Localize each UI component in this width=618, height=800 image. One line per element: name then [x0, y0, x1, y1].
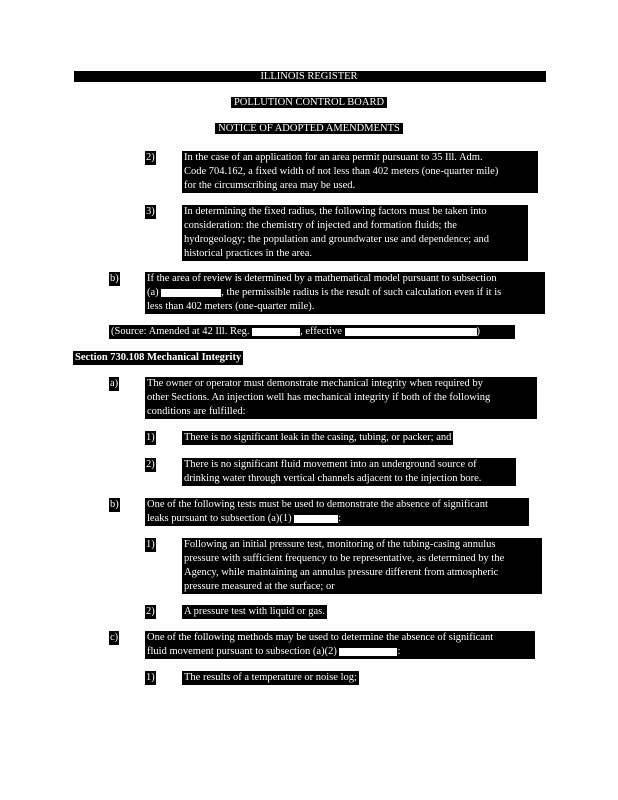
source-start: (Source: Amended at 42 Ill. Reg. — [111, 326, 250, 337]
register-title: ILLINOIS REGISTER — [0, 70, 618, 84]
item-b-number: b) — [110, 273, 119, 284]
section-a-line-2: other Sections. An injection well has mechanical integrity if both of the following — [147, 392, 491, 403]
section-b2-text — [182, 605, 327, 619]
section-b1-line-4: pressure measured at the surface; or — [184, 581, 335, 592]
item-2-line-2: Code 704.162, a fixed width of not less than 402 meters (one-quarter mile) — [184, 166, 499, 177]
item-b-text — [145, 272, 545, 314]
section-c-line-2 — [147, 645, 533, 659]
section-c-text — [145, 631, 535, 659]
section-a2-text — [182, 458, 516, 486]
item-2-line-1: In the case of an application for an area permit pursuant to 35 Ill. Adm. — [184, 152, 483, 163]
source-blank-1 — [252, 328, 300, 336]
item-3-line-4: historical practices in the area. — [184, 248, 312, 259]
section-b1-number: 1) — [146, 539, 155, 550]
section-b-blank — [294, 515, 338, 523]
section-b2-line-1: A pressure test with liquid or gas. — [184, 606, 325, 617]
item-b-line-2 — [147, 286, 543, 300]
item-2-text — [182, 151, 538, 193]
item-b-line-2-start: (a) — [147, 287, 159, 298]
item-3-line-1: In determining the fixed radius, the following factors must be taken into — [184, 206, 487, 217]
section-c-line-1: One of the following methods may be used to determine the absence of significant — [147, 632, 494, 643]
source-end: ) — [476, 326, 481, 337]
item-3-line-2: consideration: the chemistry of injected and formation fluids; the — [184, 220, 457, 231]
item-b-line-2-end: , the permissible radius is the result of such calculation even if it is — [221, 287, 502, 298]
section-a1-text — [182, 431, 453, 445]
item-3-text — [182, 205, 528, 261]
item-b-line-1: If the area of review is determined by a mathematical model pursuant to subsection — [147, 273, 497, 284]
item-2-number: 2) — [146, 152, 155, 163]
section-b-text — [145, 498, 529, 526]
item-2-line-3: for the circumscribing area may be used. — [184, 180, 356, 191]
section-b2-number: 2) — [146, 606, 155, 617]
notice-title: NOTICE OF ADOPTED AMENDMENTS — [0, 122, 618, 136]
section-c1-text — [182, 671, 359, 685]
section-a-text — [145, 377, 537, 419]
item-b-line-3: less than 402 meters (one-quarter mile). — [147, 301, 315, 312]
source-note — [109, 325, 515, 339]
section-c-blank — [339, 648, 397, 656]
section-a1-number: 1) — [146, 432, 155, 443]
board-title: POLLUTION CONTROL BOARD — [0, 96, 618, 110]
section-b-number: b) — [110, 499, 119, 510]
section-b1-line-1: Following an initial pressure test, monitoring of the tubing-casing annulus — [184, 539, 496, 550]
section-c-line-2-start: fluid movement pursuant to subsection (a)(2) — [147, 646, 337, 657]
section-a1-line-1: There is no significant leak in the casing, tubing, or packer; and — [184, 432, 452, 443]
section-b1-line-3: Agency, while maintaining an annulus pressure different from atmospheric — [184, 567, 499, 578]
section-b-line-2-end: : — [338, 513, 342, 524]
item-3-line-3: hydrogeology; the population and groundwater use and dependence; and — [184, 234, 489, 245]
section-b1-text — [182, 538, 542, 594]
item-3-number: 3) — [146, 206, 155, 217]
section-a-number: a) — [110, 378, 119, 389]
section-heading: Section 730.108 Mechanical Integrity — [75, 352, 242, 363]
source-middle: , effective — [300, 326, 342, 337]
section-c-line-2-end: : — [397, 646, 401, 657]
section-c1-line-1: The results of a temperature or noise log; — [184, 672, 357, 683]
section-b-line-1: One of the following tests must be used to demonstrate the absence of significant — [147, 499, 488, 510]
section-b-line-2-start: leaks pursuant to subsection (a)(1) — [147, 513, 292, 524]
section-c1-number: 1) — [146, 672, 155, 683]
section-a2-line-1: There is no significant fluid movement into an underground source of — [184, 459, 477, 470]
section-b1-line-2: pressure with sufficient frequency to be representative, as determined by the — [184, 553, 505, 564]
section-a-line-3: conditions are fulfilled: — [147, 406, 246, 417]
section-a2-number: 2) — [146, 459, 155, 470]
section-a-line-1: The owner or operator must demonstrate mechanical integrity when required by — [147, 378, 483, 389]
section-a2-line-2: drinking water through vertical channels adjacent to the injection bore. — [184, 473, 482, 484]
section-c-number: c) — [110, 632, 119, 643]
section-b-line-2 — [147, 512, 527, 526]
source-blank-2 — [345, 328, 477, 336]
redacted-blank — [161, 289, 221, 297]
